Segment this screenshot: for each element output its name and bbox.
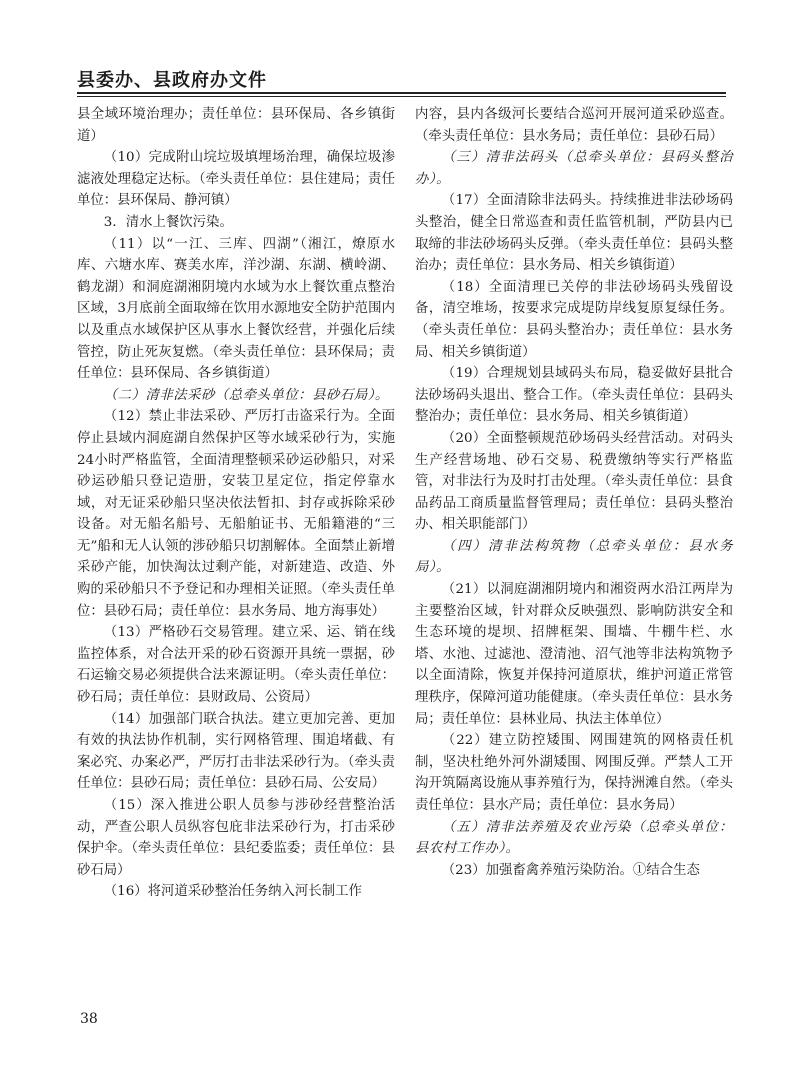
paragraph-item-18: （18）全面清理已关停的非法砂场码头残留设备，清空堆场，按要求完成堤防岸线复原复绿任务。（牵头责任单位：县码头整治办；责任单位：县水务局、相关乡镇街道）: [415, 279, 733, 360]
page-number: 38: [80, 1011, 98, 1027]
section-heading-3: 3．清水上餐饮污染。: [103, 214, 233, 230]
paragraph-continuation: 内容，县内各级河长要结合巡河开展河道采砂巡查。（牵头责任单位：县水务局；责任单位：县砂石局）: [415, 107, 733, 144]
paragraph-item-16: （16）将河道采砂整治任务纳入河长制工作: [103, 884, 362, 900]
paragraph-item-13: （13）严格砂石交易管理。建立采、运、销在线监控体系，对合法开采的砂石资源开具统一票据，砂石运输交易必须提供合法来源证明。（牵头责任单位：砂石局；责任单位：县财政局、公资局）: [77, 625, 395, 706]
paragraph-item-17: （17）全面清除非法码头。持续推进非法砂场码头整治，健全日常巡查和责任监管机制，严防县内已取缔的非法砂场码头反弹。（牵头责任单位：县码头整治办；责任单位：县水务局、相关乡镇街道）: [415, 193, 733, 274]
paragraph-item-11: （11）以“一江、三库、四湖”（湘江，燎原水库、六塘水库、赛美水库，洋沙湖、东湖、横岭湖、鹤龙湖）和洞庭湖湘阴境内水域为水上餐饮重点整治区域，3月底前全面取缔在饮用水源地安全防护范围内以及重点水域保护区从事水上餐饮经营，并强化后续管控，防止死灰复燃。（牵头责任单位：县环保局；责任单位：县环保局、各乡镇街道）: [77, 236, 395, 382]
paragraph-item-10: （10）完成附山垸垃圾填埋场治理，确保垃圾渗滤液处理稳定达标。（牵头责任单位：县住建局；责任单位：县环保局、静河镇）: [77, 150, 395, 209]
subsection-heading-5: （五）清非法养殖及农业污染（总牵头单位：县农村工作办）。: [415, 819, 733, 857]
subsection-heading-4: （四）清非法构筑物（总牵头单位：县水务局）。: [415, 538, 733, 576]
paragraph-continuation: 县全域环境治理办；责任单位：县环保局、各乡镇街道）: [77, 107, 395, 144]
right-column: [415, 104, 733, 881]
paragraph-item-22: （22）建立防控矮围、网围建筑的网格责任机制，坚决杜绝外河外湖矮围、网围反弹。严禁人工开沟开筑隔离设施从事养殖行为，保持洲滩自然。（牵头责任单位：县水产局；责任单位：县水务局）: [415, 733, 733, 813]
paragraph-item-15: （15）深入推进公职人员参与涉砂经营整治活动，严查公职人员纵容包庇非法采砂行为，打击采砂保护伞。（牵头责任单位：县纪委监委；责任单位：县砂石局）: [77, 798, 395, 878]
left-column: [77, 104, 395, 903]
subsection-heading-3: （三）清非法码头（总牵头单位：县码头整治办）。: [415, 150, 733, 187]
document-header-title: 县委办、县政府办文件: [77, 70, 267, 91]
paragraph-item-23: （23）加强畜禽养殖污染防治。①结合生态: [441, 862, 700, 878]
subsection-heading-2: （二）清非法采砂（总牵头单位：县砂石局）。: [103, 387, 389, 403]
paragraph-item-21: （21）以洞庭湖湘阴境内和湘资两水沿江两岸为主要整治区域，针对群众反映强烈、影响防洪安全和生态环境的堤坝、招牌框架、围墙、牛棚牛栏、水塔、水池、过滤池、澄清池、沼气池等非法构筑物予以全面清除，恢复并保持河道原状，维护河道正常管理秩序，保障河道功能健康。（牵头责任单位：县水务局；责任单位：县林业局、执法主体单位）: [415, 582, 733, 727]
header-rule-secondary: [77, 96, 726, 97]
paragraph-item-20: （20）全面整顿规范砂场码头经营活动。对码头生产经营场地、砂石交易、税费缴纳等实行严格监管，对非法行为及时打击处理。（牵头责任单位：县食品药品工商质量监督管理局；责任单位：县码头整治办、相关职能部门）: [415, 430, 733, 533]
paragraph-item-14: （14）加强部门联合执法。建立更加完善、更加有效的执法协作机制，实行网格管理、围追堵截、有案必究、办案必严，严厉打击非法采砂行为。（牵头责任单位：县砂石局；责任单位：县砂石局、公安局）: [77, 711, 395, 792]
paragraph-item-12: （12）禁止非法采砂、严厉打击盗采行为。全面停止县域内洞庭湖自然保护区等水域采砂行为，实施24小时严格监管，全面清理整顿采砂运砂船只，对采砂运砂船只登记造册，安装卫星定位，指定停靠水域，对无证采砂船只坚决依法暂扣、封存或拆除采砂设备。对无船名船号、无船舶证书、无船籍港的“三无”船和无人认领的涉砂船只切割解体。全面禁止新增采砂产能，加快淘汰过剩产能，对新建造、改造、外购的采砂船只不予登记和办理相关证照。（牵头责任单位：县砂石局；责任单位：县水务局、地方海事处）: [77, 409, 395, 619]
paragraph-item-19: （19）合理规划县域码头布局，稳妥做好县批合法砂场码头退出、整合工作。（牵头责任单位：县码头整治办；责任单位：县水务局、相关乡镇街道）: [415, 366, 733, 425]
header-rule: [77, 92, 726, 94]
